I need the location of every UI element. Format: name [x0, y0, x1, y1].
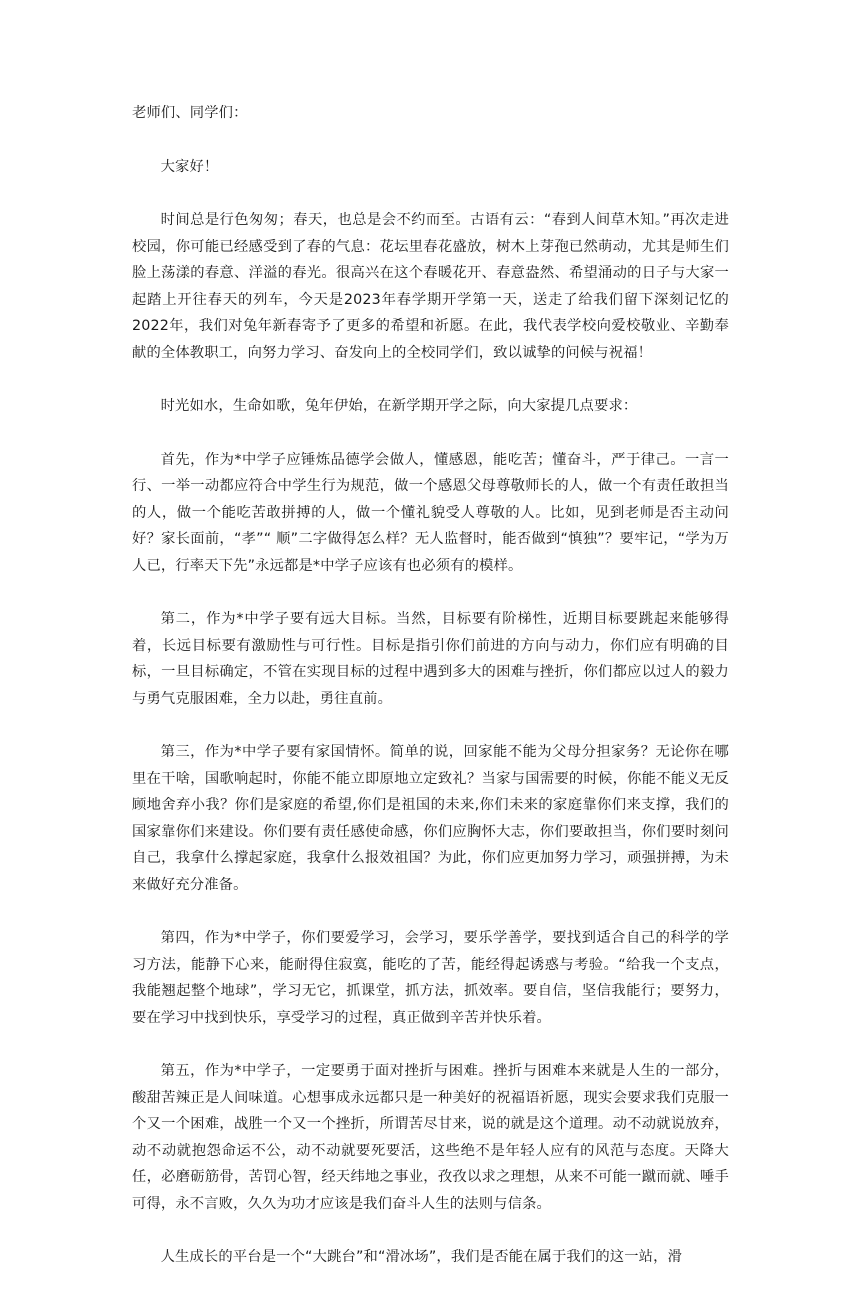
greeting: 大家好！	[160, 158, 219, 175]
paragraph-intro: 时间总是行色匆匆；春天，也总是会不约而至。古语有云：“春到人间草木知。”再次走进校园，你可能已经感受到了春的气息：花坛里春花盛放，树木上芽孢已然萌动，尤其是师生们脸上荡漾的春意、洋溢的春光。很高兴在这个春暖花开、春意盎然、希望涌动的日子与大家一起踏上开往春天的列车，今天是2023年春学期开学第一天，送走了给我们留下深刻记忆的2022年，我们对兔年新春寄予了更多的希望和祈愿。在此，我代表学校向爱校敬业、辛勤奉献的全体教职工，向努力学习、奋发向上的全校同学们，致以诚挚的问候与祝福！	[132, 212, 729, 361]
document-body	[132, 100, 729, 1298]
paragraph-second: 第二，作为*中学子要有远大目标。当然，目标要有阶梯性，近期目标要跳起来能够得着，长远目标要有激励性与可行性。目标是指引你们前进的方向与动力，你们应有明确的目标，一旦目标确定，不管在实现目标的过程中遇到多大的困难与挫折，你们都应以过人的毅力与勇气克服困难，全力以赴，勇往直前。	[132, 611, 729, 707]
paragraph-requirements: 时光如水，生命如歌，兔年伊始，在新学期开学之际，向大家提几点要求：	[160, 398, 638, 414]
paragraph-third: 第三，作为*中学子要有家国情怀。简单的说，回家能不能为父母分担家务？无论你在哪里在干啥，国歌响起时，你能不能立即原地立定致礼？当家与国需要的时候，你能不能义无反顾地舍弃小我？你们是家庭的希望,你们是祖国的未来,你们未来的家庭靠你们来支撑，我们的国家靠你们来建设。你们要有责任感使命感，你们应胸怀大志，你们要敢担当，你们要时刻问自己，我拿什么撑起家庭，我拿什么报效祖国？为此，你们应更加努力学习，顽强拼搏，为未来做好充分准备。	[132, 744, 729, 893]
paragraph-fourth: 第四，作为*中学子，你们要爱学习，会学习，要乐学善学，要找到适合自己的科学的学习方法，能静下心来，能耐得住寂寞，能吃的了苦，能经得起诱惑与考验。“给我一个支点，我能翘起整个地球”，学习无它，抓课堂，抓方法，抓效率。要自信，坚信我能行；要努力，要在学习中找到快乐，享受学习的过程，真正做到辛苦并快乐着。	[132, 930, 729, 1026]
salutation: 老师们、同学们：	[132, 105, 248, 121]
paragraph-closing: 人生成长的平台是一个“大跳台”和“滑冰场”，我们是否能在属于我们的这一站，滑	[160, 1249, 683, 1265]
paragraph-fifth: 第五，作为*中学子，一定要勇于面对挫折与困难。挫折与困难本来就是人生的一部分，酸甜苦辣正是人间味道。心想事成永远都只是一种美好的祝福语祈愿，现实会要求我们克服一个又一个困难，战胜一个又一个挫折，所谓苦尽甘来，说的就是这个道理。动不动就说放弃，动不动就抱怨命运不公，动不动就要死要活，这些绝不是年轻人应有的风范与态度。天降大任，必磨砺筋骨，苦罚心智，经天纬地之事业，孜孜以求之理想，从来不可能一蹴而就、唾手可得，永不言败，久久为功才应该是我们奋斗人生的法则与信条。	[132, 1063, 729, 1212]
paragraph-first: 首先，作为*中学子应锤炼品德学会做人，懂感恩，能吃苦；懂奋斗，严于律己。一言一行、一举一动都应符合中学生行为规范，做一个感恩父母尊敬师长的人，做一个有责任敢担当的人，做一个能吃苦敢拼搏的人，做一个懂礼貌受人尊敬的人。比如，见到老师是否主动问好？家长面前，“孝”“ 顺”二字做得怎么样？无人监督时，能否做到“慎独”？要牢记，“学为万人已，行率天下先”永远都是*中学子应该有也必须有的模样。	[132, 451, 729, 574]
